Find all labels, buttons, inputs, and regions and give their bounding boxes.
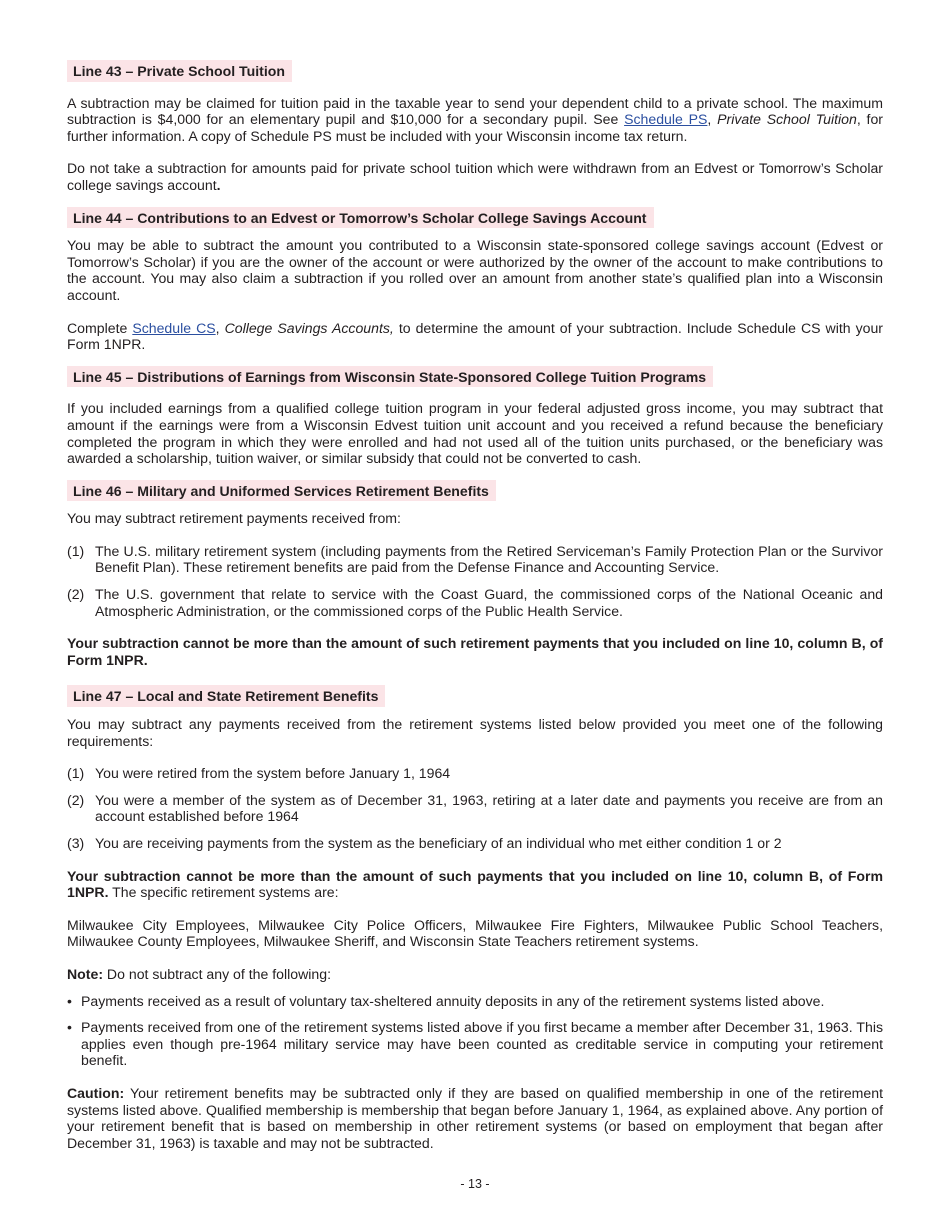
- line-43-p2-bold: .: [216, 176, 221, 193]
- list-item-number: (3): [67, 835, 85, 851]
- line-43-text-a: A subtraction may be claimed for tuition paid in the taxable year to send your dependent child to a private school. The maximum subtraction is $4,000 for an elementary pupil and $10,000 for a secondary pupil. See: [67, 94, 883, 128]
- line-43-text-c: , for further information. A copy of Schedule PS must be included with your Wisconsin income tax return.: [67, 111, 883, 144]
- line-46-list-item: [67, 543, 883, 576]
- bullet-text: Payments received from one of the retirement systems listed above if you first became a member after December 31, 1963. This applies even though pre-1964 military service may have been counted as creditable service in computing your retirement benefit.: [81, 1019, 883, 1069]
- page-number: - 13 -: [460, 1177, 490, 1191]
- line-47-bold-text: Your subtraction cannot be more than the amount of such payments that you included on line 10, column B, of Form 1NPR.: [67, 867, 883, 901]
- list-item-number: (2): [67, 791, 85, 808]
- line-47-bullet: [67, 1019, 883, 1069]
- bullet-text: Payments received as a result of voluntary tax-sheltered annuity deposits in any of the retirement systems listed above.: [81, 992, 825, 1009]
- section-header-line-45: Line 45 – Distributions of Earnings from Wisconsin State-Sponsored College Tuition Programs: [67, 366, 713, 388]
- note-text: Do not subtract any of the following:: [103, 965, 331, 982]
- line-46-intro: You may subtract retirement payments received from:: [67, 510, 401, 527]
- line-47-bold-note: [67, 868, 883, 901]
- line-44-paragraph-1: You may be able to subtract the amount you contributed to a Wisconsin state-sponsored college savings account (Edvest or Tomorrow’s Scholar) if you are the owner of the account or were authorized by the owner of the account to make contributions to the account. You may also claim a subtraction if you rolled over an amount from another state’s qualified plan into a Wisconsin account.: [67, 237, 883, 303]
- list-item-text: You are receiving payments from the system as the beneficiary of an individual who met either condition 1 or 2: [95, 835, 782, 851]
- section-header-line-47: Line 47 – Local and State Retirement Benefits: [67, 685, 385, 707]
- list-item-number: (1): [67, 765, 85, 782]
- list-item-number: (2): [67, 586, 85, 603]
- line-47-systems: Milwaukee City Employees, Milwaukee City Police Officers, Milwaukee Fire Fighters, Milwaukee Public School Teachers, Milwaukee County Employees, Milwaukee Sheriff, and Wisconsin State Teachers retirement systems.: [67, 916, 883, 950]
- caution-text: Your retirement benefits may be subtracted only if they are based on qualified membership in one of the retirement systems listed above. Qualified membership is membership that began before January 1, 1964, as explained above. Any portion of your retirement benefit that is based on membership in other retirement systems (or based on employment that began after December 31, 1963) is taxable and may not be subtracted.: [67, 1084, 883, 1151]
- line-47-list-item: [67, 792, 883, 825]
- line-47-list-item: [67, 835, 883, 852]
- list-item-text: The U.S. government that relate to service with the Coast Guard, the commissioned corps of the National Oceanic and Atmospheric Administration, or the commissioned corps of the Public Health Service.: [95, 586, 883, 619]
- line-47-note-tail: The specific retirement systems are:: [108, 884, 339, 901]
- section-header-line-44: Line 44 – Contributions to an Edvest or Tomorrow’s Scholar College Savings Account: [67, 207, 654, 229]
- line-43-p2-text: Do not take a subtraction for amounts paid for private school tuition which were withdrawn from an Edvest or Tomorrow’s Scholar college savings account: [67, 160, 883, 193]
- line-47-list-item: [67, 765, 883, 782]
- line-46-bold-note: Your subtraction cannot be more than the amount of such retirement payments that you included on line 10, column B, of Form 1NPR.: [67, 635, 883, 668]
- line-47-intro: You may subtract any payments received from the retirement systems listed below provided you meet one of the following requirements:: [67, 716, 883, 749]
- line-45-paragraph-1: If you included earnings from a qualified college tuition program in your federal adjusted gross income, you may subtract that amount if the earnings were from a Wisconsin Edvest tuition unit account and you received a refund because the beneficiary completed the program in which they were enrolled and had not used all of the tuition units purchased, or the beneficiary was awarded a scholarship, tuition waiver, or similar subsidy that could not be converted to cash.: [67, 400, 883, 467]
- list-item-text: You were a member of the system as of December 31, 1963, retiring at a later date and payments you receive are from an account established before 1964: [95, 791, 883, 825]
- list-item-number: (1): [67, 542, 85, 559]
- line-46-list-item: [67, 586, 883, 619]
- line-44-text-c: to determine the amount of your subtraction. Include Schedule CS with your Form 1NPR.: [67, 319, 883, 353]
- line-44-text-b: ,: [215, 319, 225, 336]
- line-43-paragraph-1: [67, 95, 883, 145]
- line-47-bullet: [67, 993, 883, 1010]
- caution-label: Caution:: [67, 1084, 125, 1101]
- list-item-text: The U.S. military retirement system (including payments from the Retired Serviceman’s Family Protection Plan or the Survivor Benefit Plan). These retirement benefits are paid from the Defense Finance and Accounting Service.: [95, 542, 883, 576]
- schedule-ps-link[interactable]: Schedule PS: [624, 111, 708, 128]
- line-47-caution: [67, 1085, 883, 1151]
- section-header-line-43: Line 43 – Private School Tuition: [67, 60, 292, 82]
- list-item-text: You were retired from the system before January 1, 1964: [95, 765, 451, 782]
- schedule-cs-link[interactable]: Schedule CS: [132, 319, 216, 336]
- bullet-icon: •: [67, 992, 72, 1009]
- line-47-note: [67, 966, 883, 983]
- line-44-text-a: Complete: [67, 319, 133, 336]
- line-44-paragraph-2: [67, 320, 883, 353]
- bullet-icon: •: [67, 1019, 72, 1036]
- section-header-line-46: Line 46 – Military and Uniformed Services Retirement Benefits: [67, 480, 496, 502]
- line-44-italic-title: College Savings Accounts,: [224, 319, 394, 336]
- page-content: [67, 60, 883, 1151]
- line-43-text-b: ,: [707, 111, 718, 128]
- line-43-italic-title: Private School Tuition: [717, 111, 857, 128]
- line-43-paragraph-2: [67, 160, 883, 193]
- note-label: Note:: [67, 965, 104, 982]
